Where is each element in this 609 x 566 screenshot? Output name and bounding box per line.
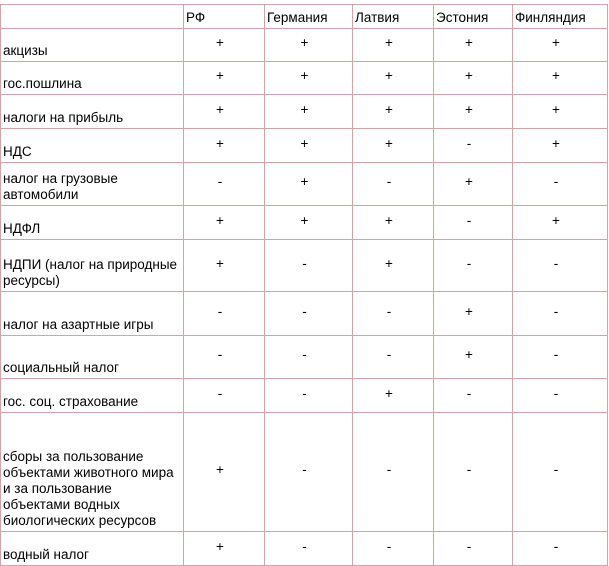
table-row: [1, 292, 608, 336]
cell-estonia: +: [434, 29, 513, 62]
cell-finland: -: [513, 413, 608, 532]
cell-latvia: -: [353, 163, 434, 206]
cell-finland: -: [513, 532, 608, 566]
table-row: [1, 336, 608, 379]
column-header-rf: РФ: [184, 5, 265, 29]
cell-estonia: -: [434, 413, 513, 532]
cell-finland: -: [513, 163, 608, 206]
cell-germany: +: [265, 206, 353, 240]
table-row: [1, 29, 608, 62]
cell-latvia: +: [353, 206, 434, 240]
cell-germany: +: [265, 95, 353, 129]
cell-germany: +: [265, 129, 353, 163]
cell-rf: +: [184, 532, 265, 566]
tax-comparison-table: [0, 4, 608, 566]
cell-latvia: -: [353, 336, 434, 379]
cell-estonia: +: [434, 95, 513, 129]
row-label: НДПИ (налог на природные ресурсы): [1, 240, 184, 292]
header-corner: [1, 5, 184, 29]
cell-rf: -: [184, 336, 265, 379]
cell-rf: -: [184, 379, 265, 413]
cell-germany: +: [265, 163, 353, 206]
table-header: [1, 5, 608, 29]
row-label: налог на азартные игры: [1, 292, 184, 336]
cell-rf: -: [184, 163, 265, 206]
cell-rf: +: [184, 129, 265, 163]
cell-estonia: -: [434, 240, 513, 292]
cell-germany: -: [265, 292, 353, 336]
cell-latvia: +: [353, 129, 434, 163]
cell-finland: +: [513, 206, 608, 240]
cell-estonia: -: [434, 129, 513, 163]
cell-estonia: +: [434, 336, 513, 379]
table-row: [1, 240, 608, 292]
cell-latvia: +: [353, 62, 434, 95]
column-header-germany: Германия: [265, 5, 353, 29]
row-label: водный налог: [1, 532, 184, 566]
cell-germany: +: [265, 62, 353, 95]
cell-germany: -: [265, 532, 353, 566]
cell-finland: -: [513, 292, 608, 336]
cell-finland: +: [513, 62, 608, 95]
cell-estonia: +: [434, 62, 513, 95]
cell-finland: +: [513, 129, 608, 163]
row-label: социальный налог: [1, 336, 184, 379]
cell-estonia: +: [434, 163, 513, 206]
cell-rf: +: [184, 29, 265, 62]
cell-germany: -: [265, 240, 353, 292]
column-header-estonia: Эстония: [434, 5, 513, 29]
cell-finland: -: [513, 336, 608, 379]
cell-estonia: -: [434, 379, 513, 413]
header-row: [1, 5, 608, 29]
table-row: [1, 413, 608, 532]
cell-germany: -: [265, 379, 353, 413]
cell-rf: +: [184, 413, 265, 532]
column-header-latvia: Латвия: [353, 5, 434, 29]
table-row: [1, 95, 608, 129]
column-header-finland: Финляндия: [513, 5, 608, 29]
cell-germany: -: [265, 336, 353, 379]
cell-rf: +: [184, 95, 265, 129]
cell-estonia: -: [434, 532, 513, 566]
cell-germany: -: [265, 413, 353, 532]
row-label: налог на грузовые автомобили: [1, 163, 184, 206]
table-row: [1, 163, 608, 206]
cell-latvia: +: [353, 29, 434, 62]
cell-germany: +: [265, 29, 353, 62]
table-row: [1, 62, 608, 95]
cell-rf: +: [184, 62, 265, 95]
cell-latvia: -: [353, 532, 434, 566]
tax-comparison-table-wrapper: [0, 4, 607, 566]
cell-estonia: +: [434, 292, 513, 336]
cell-finland: -: [513, 240, 608, 292]
table-row: [1, 532, 608, 566]
row-label: НДС: [1, 129, 184, 163]
cell-latvia: -: [353, 292, 434, 336]
cell-latvia: -: [353, 413, 434, 532]
cell-finland: +: [513, 29, 608, 62]
cell-finland: +: [513, 95, 608, 129]
table-row: [1, 379, 608, 413]
table-row: [1, 206, 608, 240]
row-label: акцизы: [1, 29, 184, 62]
row-label: НДФЛ: [1, 206, 184, 240]
cell-latvia: +: [353, 240, 434, 292]
cell-latvia: +: [353, 95, 434, 129]
row-label: налоги на прибыль: [1, 95, 184, 129]
table-body: [1, 29, 608, 566]
row-label: гос. соц. страхование: [1, 379, 184, 413]
table-row: [1, 129, 608, 163]
row-label: гос.пошлина: [1, 62, 184, 95]
cell-finland: -: [513, 379, 608, 413]
cell-rf: -: [184, 292, 265, 336]
cell-rf: +: [184, 240, 265, 292]
row-label: сборы за пользование объектами животного мира и за пользование объектами водных биологических ресурсов: [1, 413, 184, 532]
cell-estonia: -: [434, 206, 513, 240]
cell-latvia: +: [353, 379, 434, 413]
cell-rf: +: [184, 206, 265, 240]
